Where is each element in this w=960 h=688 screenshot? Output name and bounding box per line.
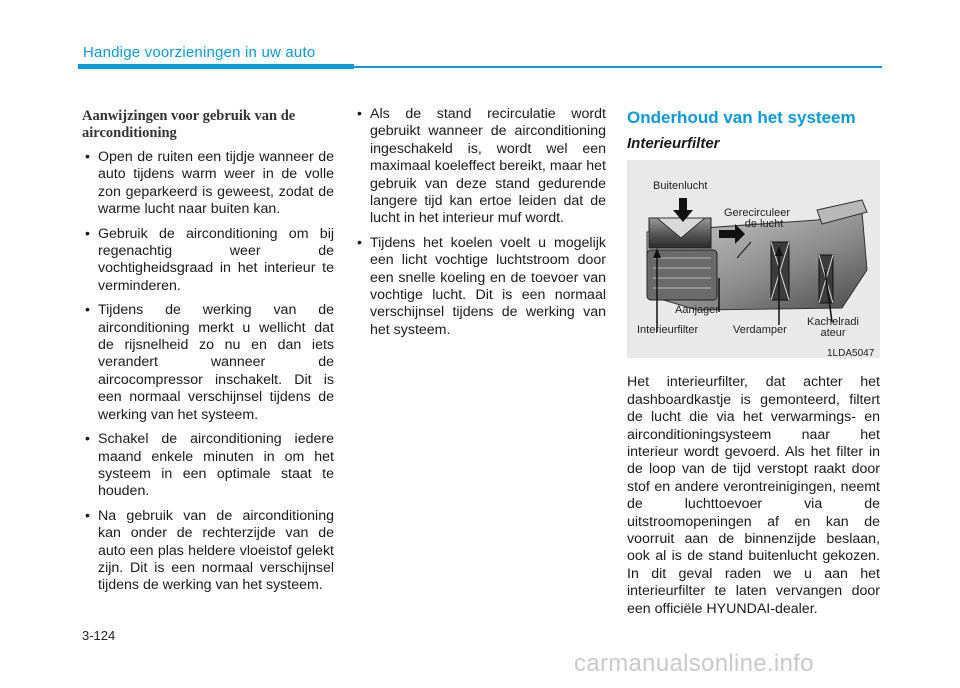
label-evaporator: Verdamper (733, 324, 787, 337)
label-blower: Aanjager (675, 304, 720, 317)
column-left (82, 108, 334, 602)
cabin-filter-paragraph: Het interieurfilter, dat achter het dashboardkastje is gemonteerd, filtert de lucht die via het verwarmings- en airconditioningsysteem naar het interieur wordt gevoerd. Als het filter in de loop van de tijd verstopt raakt door stof en andere verontreinigingen, neemt de luchttoevoer via de uitstroomopeningen af en kan de voorruit aan de binnenzijde beslaan, ook al is de stand buitenlucht gekozen. In dit geval raden we u aan het interieurfilter te laten vervangen door een officiële HYUNDAI-dealer. (627, 374, 880, 617)
list-item: • Tijdens het koelen voelt u mogelijk een licht vochtige luchtstroom door een snelle koeling en de toevoer van vochtige lucht. Dit is een normaal verschijnsel tijdens de werking van het systeem. (357, 234, 606, 338)
header-rule (354, 66, 882, 68)
column-right (627, 108, 880, 618)
bullet-icon: • (85, 507, 90, 524)
ac-tips-list (82, 149, 334, 595)
ac-tips-list-continued (354, 106, 606, 339)
list-item: • Tijdens de werking van de airconditioning merkt u wellicht dat de rijsnelheid zo nu en dan iets verandert wanneer de aircocompressor inschakelt. Dit is een normaal verschijnsel tijdens de werking van het systeem. (85, 302, 334, 423)
column-middle (354, 106, 606, 346)
bullet-icon: • (85, 302, 90, 319)
ac-tips-heading: Aanwijzingen voor gebruik van de airconditioning (82, 108, 296, 141)
subsection-title: Interieurfilter (627, 135, 720, 152)
header-title: Handige voorzieningen in uw auto (83, 44, 316, 61)
label-cabin-filter: Interieurfilter (637, 324, 699, 337)
list-item: • Gebruik de airconditioning om bij regenachtig weer de vochtigheidsgraad in het interieur te verminderen. (85, 225, 334, 294)
list-item: • Na gebruik van de airconditioning kan onder de rechterzijde van de auto een plas heldere vloeistof gelekt zijn. Dit is een normaal verschijnsel tijdens de werking van het systeem. (85, 507, 334, 594)
list-item: • Als de stand recirculatie wordt gebruikt wanneer de airconditioning ingeschakeld is, wordt wel een maximaal koeleffect bereikt, maar het gebruik van deze stand gedurende langere tijd kan ertoe leiden dat de lucht in het interieur muf wordt. (357, 106, 606, 227)
bullet-icon: • (85, 431, 90, 448)
label-recirculated-air: Gerecirculeer de lucht (723, 207, 791, 231)
bullet-icon: • (85, 149, 90, 165)
page-number: 3-124 (82, 628, 116, 643)
bullet-icon: • (357, 234, 362, 251)
list-item: • Schakel de airconditioning iedere maand enkele minuten in om het systeem in een optimale staat te houden. (85, 431, 334, 500)
figure-code: 1LDA5047 (827, 348, 875, 360)
label-heater-core: Kachelradi ateur (807, 316, 859, 340)
watermark: carmanualsonline.info (574, 650, 814, 677)
list-item: • Open de ruiten een tijdje wanneer de auto tijdens warm weer in de volle zon geparkeerd is geweest, zodat de warme lucht naar buiten kan. (85, 149, 334, 218)
header-bar (78, 64, 354, 69)
label-outside-air: Buitenlucht (653, 180, 708, 193)
bullet-icon: • (357, 106, 362, 122)
bullet-icon: • (85, 225, 90, 242)
cabin-filter-figure (627, 160, 880, 358)
section-title: Onderhoud van het systeem (627, 108, 856, 127)
